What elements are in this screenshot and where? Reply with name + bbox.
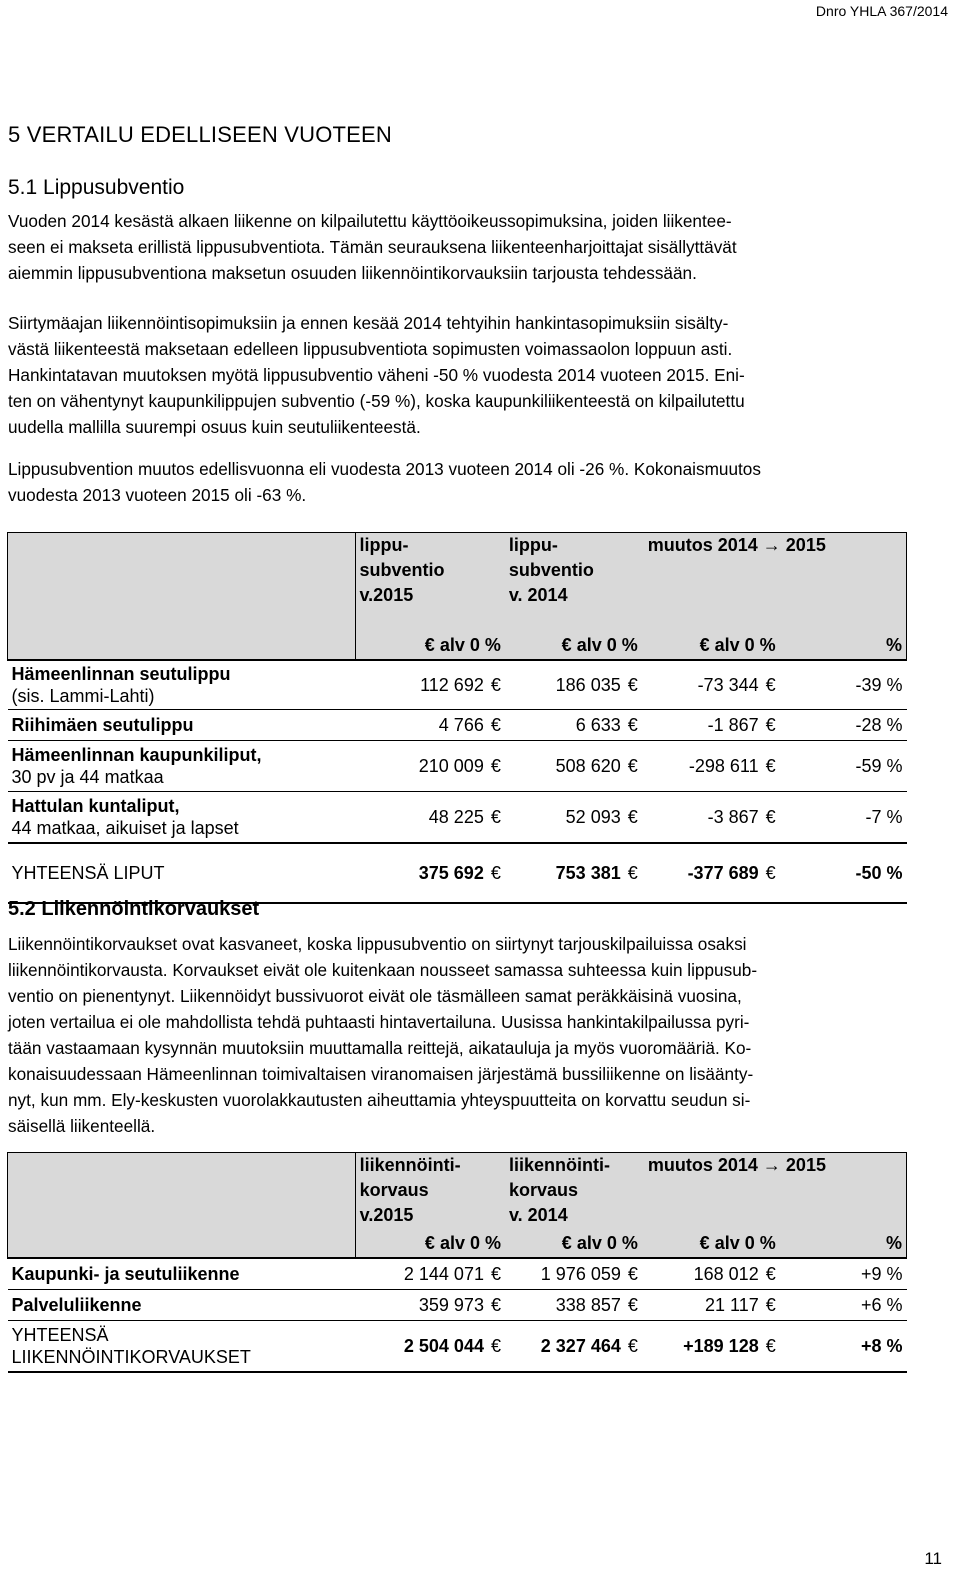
- paragraph-5-1-a: Vuoden 2014 kesästä alkaen liikenne on kilpailutettu käyttöoikeussopimuksina, joiden liikentee- seen ei makseta erillistä lippusubventiota. Tämän seurauksena liikenteenharjoittajat sisällyttävät aiemmin lippusubventiona maksetun osuuden liikennöintikorvauksiin tarjousta tehdessään.: [8, 211, 737, 283]
- unit-2014: € alv 0 %: [561, 1232, 638, 1253]
- table-row: Hämeenlinnan seutulippu (sis. Lammi-Lahti) 112 692 € 186 035 € -73 344 € -39 %: [8, 660, 907, 710]
- table-row: Riihimäen seutulippu 4 766 € 6 633 € -1 867 € -28 %: [8, 710, 907, 741]
- unit-2014: € alv 0 %: [561, 634, 638, 655]
- header-col-2014: liikennöinti- korvaus v. 2014: [505, 1153, 642, 1230]
- unit-percent: %: [780, 1229, 907, 1258]
- table-total-row: YHTEENSÄ LIPUT 375 692 € 753 381 € -377 689 € -50 %: [8, 843, 907, 903]
- table-row: Kaupunki- ja seutuliikenne 2 144 071 € 1 976 059 € 168 012 € +9 %: [8, 1258, 907, 1290]
- table-header-row: [8, 533, 907, 632]
- table-row: Hattulan kuntaliput, 44 matkaa, aikuiset ja lapset 48 225 € 52 093 € -3 867 € -7 %: [8, 792, 907, 844]
- section-5-2-heading: 5.2 Liikennöintikorvaukset: [8, 898, 260, 920]
- unit-2015: € alv 0 %: [424, 634, 501, 655]
- lippusubventio-table: [7, 532, 907, 904]
- header-col-2015: lippu- subventio v.2015: [355, 533, 505, 632]
- table-total-row: YHTEENSÄ LIIKENNÖINTIKORVAUKSET 2 504 044 € 2 327 464 € +189 128 € +8 %: [8, 1321, 907, 1373]
- unit-change: € alv 0 %: [699, 634, 776, 655]
- header-col-change: muutos 2014 → 2015: [642, 533, 907, 632]
- paragraph-5-1-b: Siirtymäajan liikennöintisopimuksiin ja ennen kesää 2014 tehtyihin hankintasopimuksiin sisälty- västä liikenteestä maksetaan edelleen lippusubventiota sopimusten voimassaolon loppuun asti. Hankintatavan muutoksen myötä lippusubventio väheni -50 % vuodesta 2014 vuoteen 2015. Eni- ten on vähentynyt kaupunkilippujen subventio (-59 %), koska kaupunkiliikenteestä on kilpailutettu uudella mallilla suurempi osuus kuin seutuliikenteestä.: [8, 313, 745, 437]
- table-row: Hämeenlinnan kaupunkiliput, 30 pv ja 44 matkaa 210 009 € 508 620 € -298 611 € -59 %: [8, 741, 907, 792]
- header-col-2015: liikennöinti- korvaus v.2015: [355, 1153, 505, 1230]
- page-number: 11: [924, 1549, 942, 1568]
- unit-change: € alv 0 %: [699, 1232, 776, 1253]
- document-number: Dnro YHLA 367/2014: [815, 3, 948, 19]
- section-5-heading: 5 VERTAILU EDELLISEEN VUOTEEN: [8, 122, 393, 147]
- header-col-2014: lippu- subventio v. 2014: [505, 533, 642, 632]
- table-units-row: [8, 631, 907, 660]
- table-header-row: [8, 1153, 907, 1230]
- paragraph-5-2: Liikennöintikorvaukset ovat kasvaneet, koska lippusubventio on siirtynyt tarjouskilpailuissa osaksi liikennöintikorvausta. Korvaukset eivät ole kuitenkaan nousseet samassa suhteessa kuin lippusub- ventio on pienentynyt. Liikennöidyt bussivuorot eivät ole täsmälleen samat peräkkäisinä vuosina, joten vertailua ei ole mahdollista tehdä puhtaasti hintavertailuna. Uusissa hankintakilpailussa pyri- tään vastaamaan kysynnän muutoksiin muuttamalla reittejä, aikatauluja ja myös vuoromääriä. Ko- konaisuudessaan Hämeenlinnan toimivaltaisen viranomaisen järjestämä bussiliikenne on lisäänty- nyt, kun mm. Ely-keskusten vuorolakkautusten aiheuttamia yhteyspuutteita on korvattu seudun si- säisellä liikenteellä.: [8, 934, 758, 1136]
- unit-2015: € alv 0 %: [424, 1232, 501, 1253]
- header-col-change: muutos 2014 → 2015: [642, 1153, 907, 1230]
- table-units-row: [8, 1229, 907, 1258]
- liikennointikorvaus-table: [7, 1152, 907, 1373]
- unit-percent: %: [780, 631, 907, 660]
- paragraph-5-1-c: Lippusubvention muutos edellisvuonna eli vuodesta 2013 vuoteen 2014 oli -26 %. Kokonaismuutos vuodesta 2013 vuoteen 2015 oli -63 %.: [8, 459, 761, 505]
- table-row: Palveluliikenne 359 973 € 338 857 € 21 117 € +6 %: [8, 1290, 907, 1321]
- section-5-1-heading: 5.1 Lippusubventio: [8, 176, 185, 199]
